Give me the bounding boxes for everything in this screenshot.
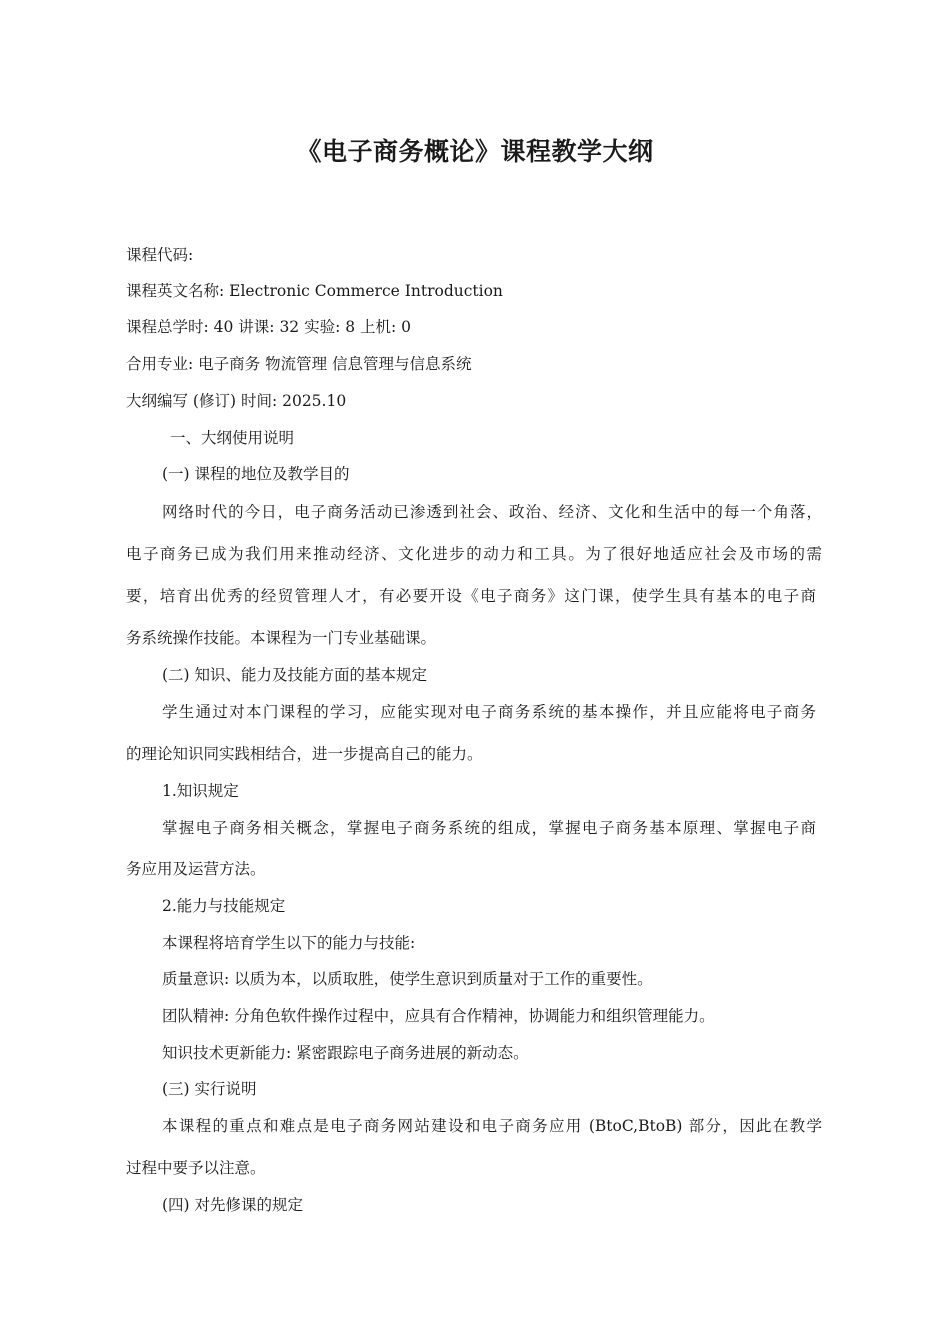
paragraph-line: 务系统操作技能。本课程为一门专业基础课。 bbox=[126, 629, 437, 647]
subsection-heading-2: (二) 知识、能力及技能方面的基本规定 bbox=[162, 666, 428, 684]
paragraph-line: 网络时代的今日，电子商务活动已渗透到社会、政治、经济、文化和生活中的每一个角落， bbox=[162, 503, 822, 521]
paragraph-line: 过程中要予以注意。 bbox=[126, 1159, 266, 1177]
paragraph-line: 团队精神: 分角色软件操作过程中，应具有合作精神，协调能力和组织管理能力。 bbox=[162, 1007, 715, 1025]
document-title: 《电子商务概论》课程教学大纲 bbox=[296, 137, 654, 166]
knowledge-heading: 1.知识规定 bbox=[162, 782, 239, 800]
subsection-heading-4: (四) 对先修课的规定 bbox=[162, 1196, 304, 1214]
paragraph-line: 务应用及运营方法。 bbox=[126, 860, 266, 878]
subsection-heading-3: (三) 实行说明 bbox=[162, 1080, 257, 1098]
applicable-majors: 合用专业: 电子商务 物流管理 信息管理与信息系统 bbox=[126, 355, 472, 373]
paragraph-line: 掌握电子商务相关概念，掌握电子商务系统的组成，掌握电子商务基本原理、掌握电子商 bbox=[162, 819, 816, 837]
paragraph-line: 要，培育出优秀的经贸管理人才，有必要开设《电子商务》这门课，使学生具有基本的电子商 bbox=[126, 587, 816, 605]
course-hours: 课程总学时: 40 讲课: 32 实验: 8 上机: 0 bbox=[126, 318, 412, 336]
section-heading-1: 一、大纲使用说明 bbox=[170, 429, 295, 447]
paragraph-line: 知识技术更新能力: 紧密跟踪电子商务进展的新动态。 bbox=[162, 1044, 529, 1062]
ability-heading: 2.能力与技能规定 bbox=[162, 897, 286, 915]
paragraph-line: 本课程的重点和难点是电子商务网站建设和电子商务应用 (BtoC,BtoB) 部分，因此在教学 bbox=[162, 1117, 822, 1135]
paragraph-line: 学生通过对本门课程的学习，应能实现对电子商务系统的基本操作，并且应能将电子商务 bbox=[162, 703, 816, 721]
paragraph-line: 的理论知识同实践相结合，进一步提高自己的能力。 bbox=[126, 745, 483, 763]
paragraph-line: 本课程将培育学生以下的能力与技能: bbox=[162, 934, 416, 952]
subsection-heading-1: (一) 课程的地位及教学目的 bbox=[162, 465, 350, 483]
paragraph-line: 电子商务已成为我们用来推动经济、文化进步的动力和工具。为了很好地适应社会及市场的需 bbox=[126, 545, 822, 563]
course-code: 课程代码: bbox=[126, 246, 194, 264]
course-english-name: 课程英文名称: Electronic Commerce Introduction bbox=[126, 282, 503, 300]
paragraph-line: 质量意识: 以质为本，以质取胜，使学生意识到质量对于工作的重要性。 bbox=[162, 970, 653, 988]
revision-date: 大纲编写 (修订) 时间: 2025.10 bbox=[126, 392, 347, 410]
